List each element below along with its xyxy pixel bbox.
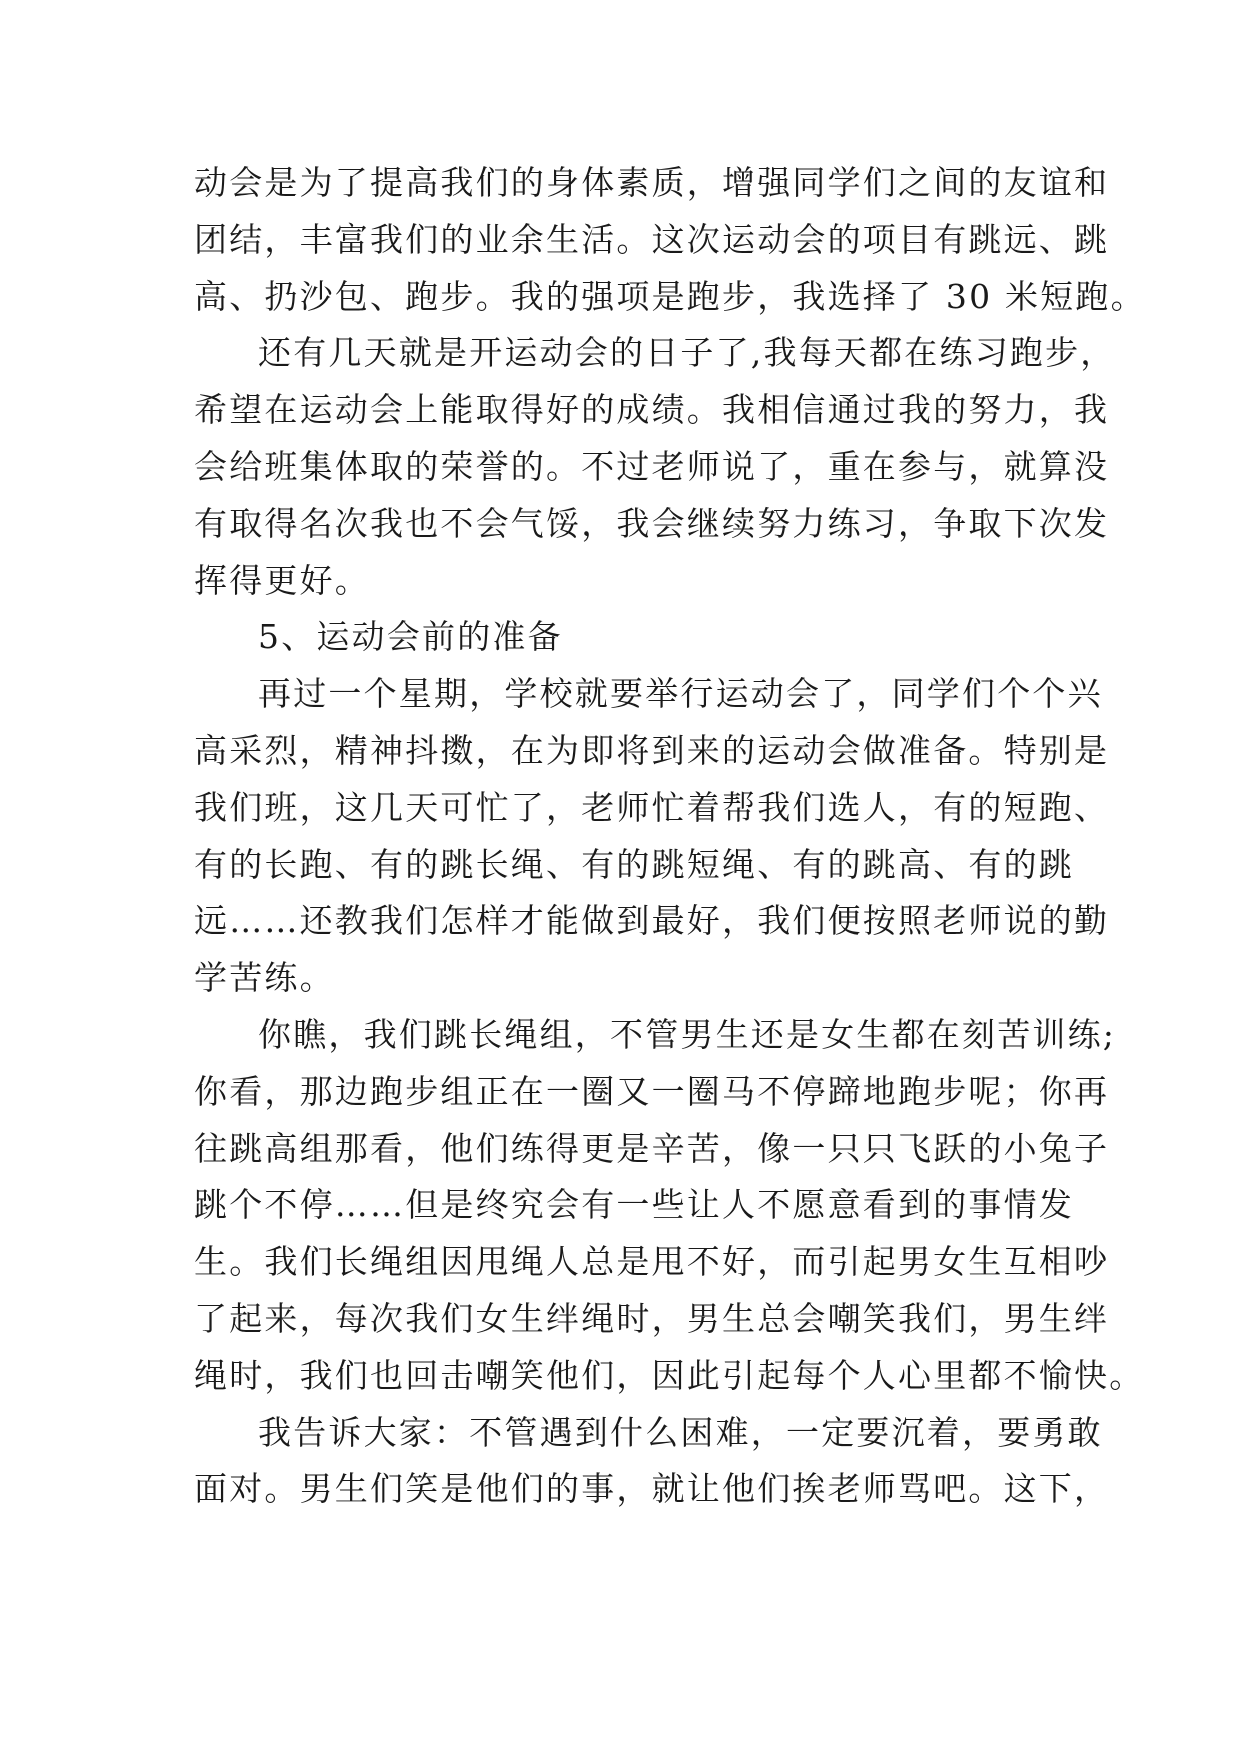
text-line: 绳时，我们也回击嘲笑他们，因此引起每个人心里都不愉快。 [194,1355,1145,1395]
text-line: 再过一个星期，学校就要举行运动会了，同学们个个兴 [258,674,1103,714]
text-line: 远……还教我们怎样才能做到最好，我们便按照老师说的勤 [194,901,1110,941]
text-line: 你瞧，我们跳长绳组，不管男生还是女生都在刻苦训练; [258,1014,1117,1054]
text-line: 有取得名次我也不会气馁，我会继续努力练习，争取下次发 [194,503,1110,543]
text-line: 我们班，这几天可忙了，老师忙着帮我们选人，有的短跑、 [194,787,1110,827]
text-line: 学苦练。 [194,958,335,998]
text-line: 面对。男生们笑是他们的事，就让他们挨老师骂吧。这下， [194,1469,1110,1509]
text-line: 5、运动会前的准备 [258,617,563,657]
text-line: 我告诉大家：不管遇到什么困难，一定要沉着，要勇敢 [258,1412,1103,1452]
text-line: 高、扔沙包、跑步。我的强项是跑步，我选择了 30 米短跑。 [194,276,1146,316]
text-line: 有的长跑、有的跳长绳、有的跳短绳、有的跳高、有的跳 [194,844,1074,884]
text-line: 了起来，每次我们女生绊绳时，男生总会嘲笑我们，男生绊 [194,1298,1110,1338]
text-line: 你看，那边跑步组正在一圈又一圈马不停蹄地跑步呢；你再 [194,1071,1110,1111]
text-line: 往跳高组那看，他们练得更是辛苦，像一只只飞跃的小兔子 [194,1128,1110,1168]
text-line: 跳个不停……但是终究会有一些让人不愿意看到的事情发 [194,1185,1074,1225]
text-line: 生。我们长绳组因甩绳人总是甩不好，而引起男女生互相吵 [194,1242,1110,1282]
text-line: 挥得更好。 [194,560,370,600]
text-line: 还有几天就是开运动会的日子了,我每天都在练习跑步， [258,333,1116,373]
text-line: 团结，丰富我们的业余生活。这次运动会的项目有跳远、跳 [194,219,1110,259]
text-line: 高采烈，精神抖擞，在为即将到来的运动会做准备。特别是 [194,730,1110,770]
text-line: 会给班集体取的荣誉的。不过老师说了，重在参与，就算没 [194,446,1110,486]
text-line: 动会是为了提高我们的身体素质，增强同学们之间的友谊和 [194,163,1110,202]
text-line: 希望在运动会上能取得好的成绩。我相信通过我的努力，我 [194,390,1110,430]
document-body [0,155,1241,1518]
